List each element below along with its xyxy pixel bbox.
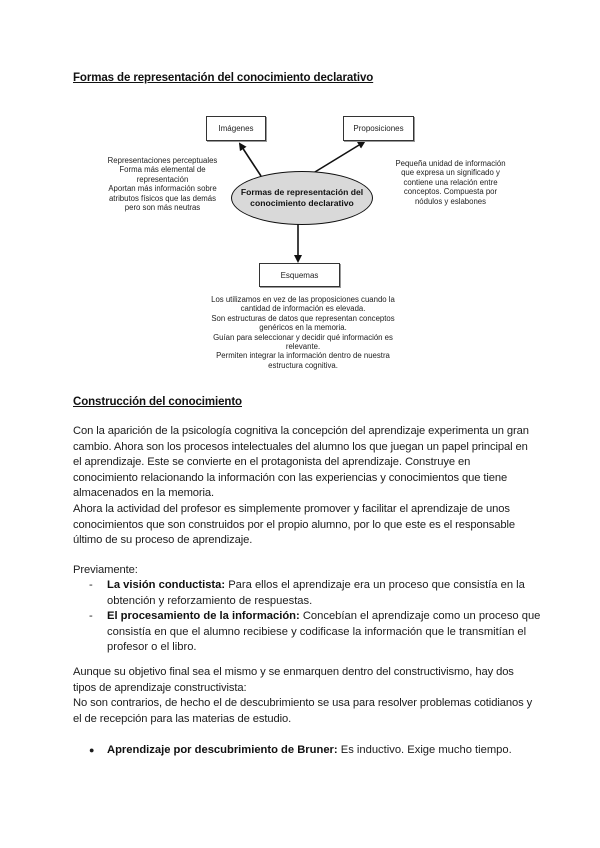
note-line: que expresa un significado y <box>401 168 500 178</box>
note-line: Pequeña unidad de información <box>395 159 506 168</box>
note-line: Forma más elemental de <box>119 165 206 175</box>
central-concept-line2: conocimiento declarativo <box>250 198 354 208</box>
list-item-term: El procesamiento de la información: <box>107 610 300 623</box>
node-proposiciones: Proposiciones <box>343 116 414 141</box>
note-esquemas <box>188 295 418 370</box>
note-line: contiene una relación entre <box>403 177 498 187</box>
central-concept-ellipse <box>231 171 373 225</box>
note-line: Permiten integrar la información dentro de nuestra <box>216 351 390 361</box>
note-line: nódulos y eslabones <box>414 196 487 206</box>
construction-paragraphs <box>73 424 533 549</box>
paragraph-types: Aunque su objetivo final sea el mismo y se enmarquen dentro del constructivismo, hay dos tipos de aprendizaje constructivista: <box>73 666 514 694</box>
list-item-text: Para ellos el aprendizaje era un proceso que consistía en la obtención y reforzamiento de respuestas. <box>107 579 525 607</box>
list-item-text: Es inductivo. Exige mucho tiempo. <box>337 744 512 756</box>
note-imagenes <box>80 156 245 212</box>
list-item <box>73 578 543 609</box>
note-line: estructura cognitiva. <box>268 360 338 370</box>
list-item-text: Concebían el aprendizaje como un proceso que consistía en que el alumno recibiese y codificase la información que le transmitían el profesor o el libro. <box>107 610 541 654</box>
concept-diagram <box>0 100 600 380</box>
bullet-marker: ● <box>89 745 95 755</box>
note-line: genéricos en la memoria. <box>259 323 347 333</box>
note-line: Representaciones perceptuales <box>107 156 218 165</box>
paragraph-not-contrary: No son contrarios, de hecho el de descubrimiento se usa para resolver problemas cotidianos y el de recepción para las materias de estudio. <box>73 697 533 725</box>
dash-marker: - <box>89 579 93 591</box>
note-line: Guían para seleccionar y decidir qué información es <box>213 332 393 342</box>
note-line: conceptos. Compuesta por <box>403 187 498 197</box>
dash-marker: - <box>89 610 93 623</box>
node-imagenes: Imágenes <box>206 116 266 141</box>
list-item-term: La visión conductista: <box>107 579 226 591</box>
paragraph-cognitive: Con la aparición de la psicología cognitiva la concepción del aprendizaje experimenta un gran cambio. Ahora son los procesos intelectuales del alumno los que juegan un papel principal en el aprendizaje. Este se convierte en el protagonista del aprendizaje. Construye en conocimiento relacionando la información con las experiencias y conocimientos que tiene almacenados en la memoria. <box>73 425 529 500</box>
note-line: representación <box>136 174 189 184</box>
paragraph-teacher: Ahora la actividad del profesor es simplemente promover y facilitar el aprendizaje de unos conocimientos que son construidos por el propio alumno, por lo que este es el responsable último de su proceso de aprendizaje. <box>73 502 515 547</box>
section-heading-forms: Formas de representación del conocimiento declarativo <box>73 72 374 84</box>
list-item <box>73 743 543 759</box>
list-item <box>73 609 543 656</box>
learning-types-list <box>73 743 543 759</box>
central-concept-line1: Formas de representación del <box>240 187 364 197</box>
note-line: Son estructuras de datos que representan conceptos <box>211 313 395 323</box>
note-line: Los utilizamos en vez de las proposiciones cuando la <box>211 295 395 304</box>
note-line: relevante. <box>285 342 321 352</box>
note-line: pero son más neutras <box>124 203 201 213</box>
note-line: Aportan más información sobre <box>108 184 217 194</box>
previously-label: Previamente: <box>73 564 138 576</box>
previous-views-list <box>73 578 543 656</box>
note-line: cantidad de información es elevada. <box>240 304 366 314</box>
section-heading-construction: Construcción del conocimiento <box>73 396 242 408</box>
list-item-term: Aprendizaje por descubrimiento de Bruner: <box>107 744 338 756</box>
note-proposiciones <box>383 159 518 206</box>
arrow-to-proposiciones <box>310 142 364 175</box>
note-line: atributos físicos que las demás <box>108 193 217 203</box>
constructivism-paragraphs <box>73 665 533 727</box>
node-esquemas: Esquemas <box>259 263 340 287</box>
